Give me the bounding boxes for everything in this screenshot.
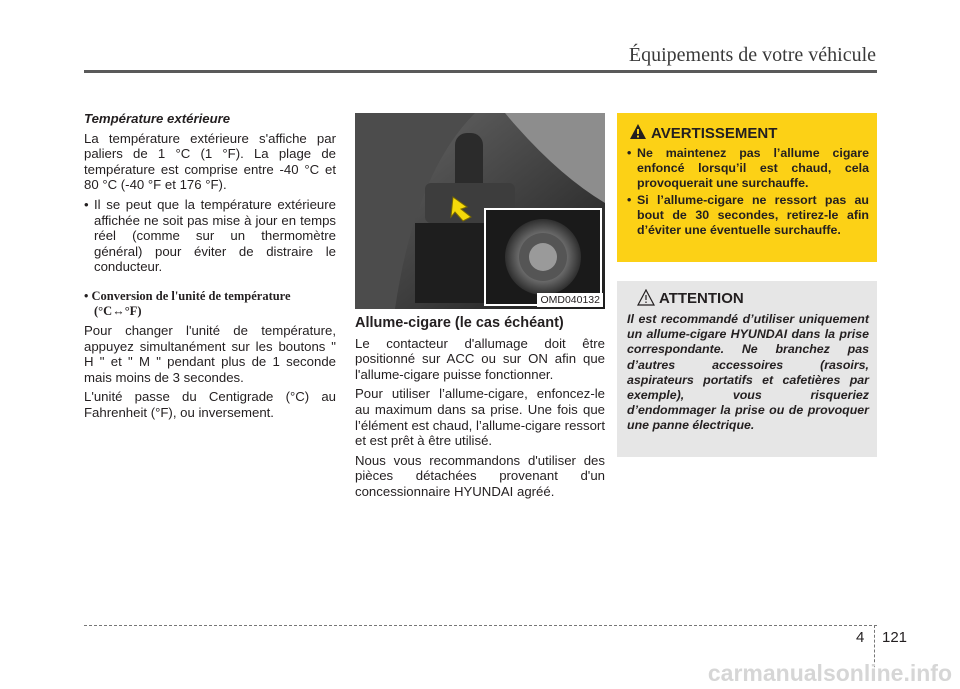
caution-title: ATTENTION bbox=[659, 290, 744, 307]
bullet-text: Il se peut que la température extérieure affichée ne soit pas mise à jour en temps réel (comme sur un thermomètre général) pour éviter de distraire le conducteur. bbox=[94, 196, 336, 275]
caution-box bbox=[617, 281, 877, 457]
warning-triangle-icon bbox=[629, 123, 647, 140]
cigar-lighter-paragraph-1: Le contacteur d'allumage doit être positionné sur ACC ou sur ON afin que l'allume-cigare puisse fonctionner. bbox=[355, 335, 605, 382]
unit-conversion-heading-line1: • Conversion de l'unité de température bbox=[84, 288, 291, 303]
chapter-number: 4 bbox=[856, 629, 865, 646]
warning-title: AVERTISSEMENT bbox=[651, 125, 778, 142]
cigar-lighter-paragraph-2: Pour utiliser l’allume-cigare, enfoncez-le au maximum dans sa prise. Une fois que l’élément est chaud, l’allume-cigare ressort et est prêt à être utilisé. bbox=[355, 386, 605, 449]
warning-list bbox=[627, 146, 869, 240]
figure-code-label: OMD040132 bbox=[537, 293, 603, 307]
middle-column bbox=[355, 316, 605, 504]
console-illustration bbox=[355, 113, 605, 309]
watermark: carmanualsonline.info bbox=[707, 660, 952, 686]
bullet-dot-icon: • bbox=[627, 193, 632, 207]
caution-triangle-icon bbox=[637, 289, 655, 306]
left-column bbox=[84, 111, 336, 425]
outside-temp-paragraph: La température extérieure s'affiche par paliers de 1 °C (1 °F). La plage de température est comprise entre -40 °C et 80 °C (-40 °F et 176 °F). bbox=[84, 130, 336, 193]
warning-item-text: Si l’allume-cigare ne ressort pas au bout de 30 secondes, retirez-le afin d’éviter une éventuelle surchauffe. bbox=[637, 193, 869, 237]
bullet-dot-icon: • bbox=[84, 196, 89, 212]
warning-item bbox=[627, 193, 869, 238]
unit-result-paragraph: L'unité passe du Centigrade (°C) au Fahrenheit (°F), ou inversement. bbox=[84, 389, 336, 420]
unit-conversion-heading bbox=[84, 289, 336, 319]
header-rule bbox=[84, 70, 877, 73]
cigarette-lighter-photo bbox=[355, 113, 605, 309]
outside-temp-heading: Température extérieure bbox=[84, 111, 231, 126]
unit-conversion-heading-line2: (°C↔°F) bbox=[94, 303, 142, 318]
outside-temp-bullet bbox=[84, 197, 336, 275]
unit-change-paragraph: Pour changer l'unité de température, appuyez simultanément sur les boutons " H " et " M " pendant plus de 1 seconde mais moins de 3 secondes. bbox=[84, 322, 336, 385]
warning-box bbox=[617, 113, 877, 262]
footer-rule bbox=[84, 625, 877, 626]
chapter-header-title: Équipements de votre véhicule bbox=[628, 44, 876, 66]
caution-text: Il est recommandé d’utiliser uniquement un allume-cigare HYUNDAI dans la prise correspondante. Ne branchez pas d’autres accessoires (rasoirs, aspirateurs portatifs et cafetières par exemple), vous risqueriez d’endommager la prise ou de provoquer une panne électrique. bbox=[627, 312, 869, 433]
warning-item bbox=[627, 146, 869, 191]
warning-item-text: Ne maintenez pas l’allume cigare enfoncé lorsqu’il est chaud, cela provoquerait une surchauffe. bbox=[637, 146, 869, 190]
bullet-dot-icon: • bbox=[627, 146, 632, 160]
cigar-lighter-paragraph-3: Nous vous recommandons d'utiliser des pièces détachées provenant d'un concessionnaire HYUNDAI agréé. bbox=[355, 452, 605, 499]
cigar-lighter-heading: Allume-cigare (le cas échéant) bbox=[355, 315, 564, 331]
page-number: 121 bbox=[882, 629, 908, 646]
